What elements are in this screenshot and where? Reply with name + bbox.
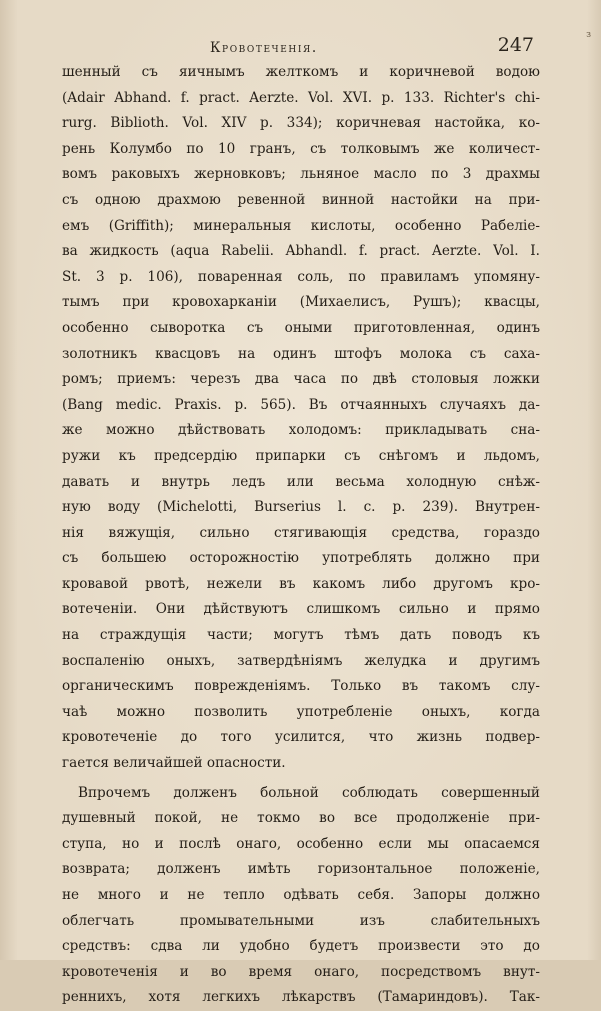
- text-line: золотникъ квасцовъ на одинъ штофъ молока съ саха-: [62, 345, 540, 362]
- corner-mark: з: [586, 30, 591, 40]
- body-text: [62, 60, 540, 1011]
- text-line: средствъ: сдва ли удобно будетъ произвести это до: [62, 938, 540, 955]
- text-line: давать и внутрь ледъ или весьма холодную снѣж-: [62, 473, 540, 490]
- text-line: облегчать промывательными изъ слабительныхъ: [62, 912, 540, 929]
- paragraph: [62, 781, 540, 1011]
- page-number: 247: [497, 34, 534, 56]
- text-line: вотеченіи. Они дѣйствуютъ слишкомъ сильно и прямо: [62, 601, 540, 618]
- text-line: ступа, но и послѣ онаго, особенно если мы опасаемся: [62, 835, 540, 852]
- text-line: особенно сыворотка съ оными приготовленная, одинъ: [62, 319, 540, 336]
- text-line: (Adair Abhand. f. pract. Aerzte. Vol. XVI. p. 133. Richter's chi-: [62, 89, 540, 106]
- text-line: Впрочемъ долженъ больной соблюдать совершенный: [78, 784, 540, 801]
- text-line: на страждущія части; могутъ тѣмъ дать поводъ къ: [62, 627, 540, 644]
- text-line: рень Колумбо по 10 гранъ, съ толковымъ же количест-: [62, 140, 540, 157]
- paragraph: [62, 60, 540, 777]
- page-header: [70, 34, 540, 60]
- text-line: съ одною драхмою ревенной винной настойки на при-: [62, 191, 540, 208]
- text-line: нія вяжущія, сильно стягивающія средства, гораздо: [62, 524, 540, 541]
- text-line: съ большею осторожностію употреблять должно при: [62, 550, 540, 567]
- text-line: St. 3 p. 106), поваренная соль, по правиламъ упомяну-: [62, 268, 540, 285]
- text-line: емъ (Griffith); минеральныя кислоты, особенно Рабелie-: [62, 217, 540, 234]
- text-line: чаѣ можно позволить употребленіе оныхъ, когда: [62, 703, 540, 720]
- text-line: кровотеченія и во время онаго, посредствомъ внут-: [62, 963, 540, 980]
- text-line: ромъ; приемъ: черезъ два часа по двѣ столовыя ложки: [62, 371, 540, 388]
- text-line: тымъ при кровохарканіи (Михаелисъ, Рушъ); квасцы,: [62, 294, 540, 311]
- text-line: не много и не тепло одѣвать себя. Запоры должно: [62, 887, 540, 903]
- text-line: ружи къ предсердію припарки съ снѣгомъ и льдомъ,: [62, 447, 540, 464]
- text-line: ва жидкость (aqua Rabelii. Abhandl. f. pract. Aerzte. Vol. I.: [62, 243, 540, 260]
- text-line: кровавой рвотѣ, нежели въ какомъ либо другомъ кро-: [62, 575, 540, 592]
- text-line: реннихъ, хотя легкихъ лѣкарствъ (Тамариндовъ). Так-: [62, 989, 540, 1006]
- text-line: гается величайшей опасности.: [62, 755, 286, 772]
- text-line: душевный покой, не токмо во все продолженіе при-: [62, 810, 540, 827]
- text-line: возврата; долженъ имѣть горизонтальное положеніе,: [62, 861, 540, 878]
- text-line: (Bang medic. Praxis. p. 565). Въ отчаянныхъ случаяхъ да-: [62, 396, 540, 413]
- text-line: органическимъ поврежденіямъ. Только въ такомъ слу-: [62, 678, 540, 695]
- running-title: Кровотеченія.: [210, 40, 318, 56]
- text-line: кровотеченіе до того усилится, что жизнь подвер-: [62, 729, 540, 746]
- text-line: воспаленію оныхъ, затвердѣніямъ желудка и другимъ: [62, 652, 540, 669]
- text-line: rurg. Biblioth. Vol. XIV p. 334); коричневая настойка, ко-: [62, 115, 540, 132]
- text-line: ную воду (Michelotti, Burserius l. c. p. 239). Внутрен-: [62, 499, 540, 516]
- text-line: шенный съ яичнымъ желткомъ и коричневой водою: [62, 64, 540, 80]
- text-line: вомъ раковыхъ жерновковъ; льняное масло по 3 драхмы: [62, 166, 540, 183]
- text-line: же можно дѣйствовать холодомъ: прикладывать сна-: [62, 422, 540, 439]
